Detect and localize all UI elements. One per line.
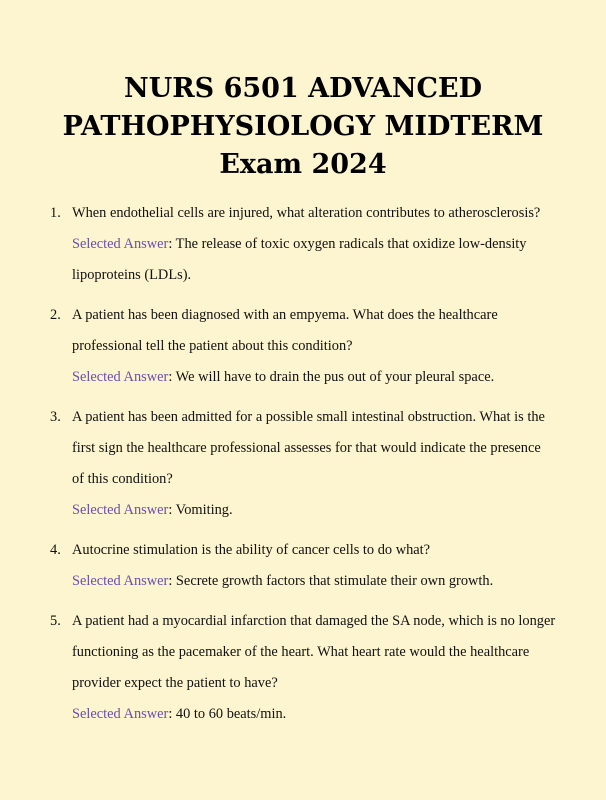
- selected-answer-label: Selected Answer: [72, 706, 169, 722]
- selected-answer: [72, 495, 556, 526]
- selected-answer: [72, 566, 556, 597]
- question-item-3: [50, 402, 556, 526]
- selected-answer: [72, 229, 556, 291]
- question-number: 2.: [50, 307, 61, 323]
- answer-text: We will have to drain the pus out of your pleural space.: [175, 369, 495, 385]
- answer-separator: :: [168, 573, 176, 589]
- answer-separator: :: [168, 502, 176, 518]
- answer-text: The release of toxic oxygen radicals that oxidize low-density lipoproteins (LDLs).: [72, 236, 527, 283]
- answer-separator: :: [168, 236, 176, 252]
- question-item-4: [50, 535, 556, 597]
- question-number: 5.: [50, 613, 61, 629]
- selected-answer-label: Selected Answer: [72, 573, 169, 589]
- question-item-5: [50, 606, 556, 730]
- question-item-1: [50, 198, 556, 291]
- question-number: 3.: [50, 409, 61, 425]
- selected-answer-label: Selected Answer: [72, 369, 169, 385]
- question-text: Autocrine stimulation is the ability of cancer cells to do what?: [72, 542, 431, 558]
- question-number: 4.: [50, 542, 61, 558]
- selected-answer: [72, 362, 556, 393]
- document-title: NURS 6501 ADVANCED PATHOPHYSIOLOGY MIDTERM Exam 2024: [62, 73, 544, 180]
- question-text: When endothelial cells are injured, what alteration contributes to atherosclerosis?: [72, 205, 541, 221]
- question-text: A patient has been admitted for a possible small intestinal obstruction. What is the first sign the healthcare professional assesses for that would indicate the presence of this condition?: [72, 409, 545, 487]
- question-list: [50, 198, 556, 730]
- selected-answer: [72, 699, 556, 730]
- selected-answer-label: Selected Answer: [72, 502, 169, 518]
- selected-answer-label: Selected Answer: [72, 236, 169, 252]
- question-item-2: [50, 300, 556, 393]
- question-text: A patient has been diagnosed with an empyema. What does the healthcare professional tell the patient about this condition?: [72, 307, 498, 354]
- answer-text: Secrete growth factors that stimulate their own growth.: [175, 573, 494, 589]
- answer-separator: :: [168, 706, 176, 722]
- question-number: 1.: [50, 205, 61, 221]
- question-text: A patient had a myocardial infarction that damaged the SA node, which is no longer functioning as the pacemaker of the heart. What heart rate would the healthcare provider expect the patient to have?: [72, 613, 556, 691]
- answer-separator: :: [168, 369, 176, 385]
- answer-text: Vomiting.: [175, 502, 233, 518]
- answer-text: 40 to 60 beats/min.: [175, 706, 287, 722]
